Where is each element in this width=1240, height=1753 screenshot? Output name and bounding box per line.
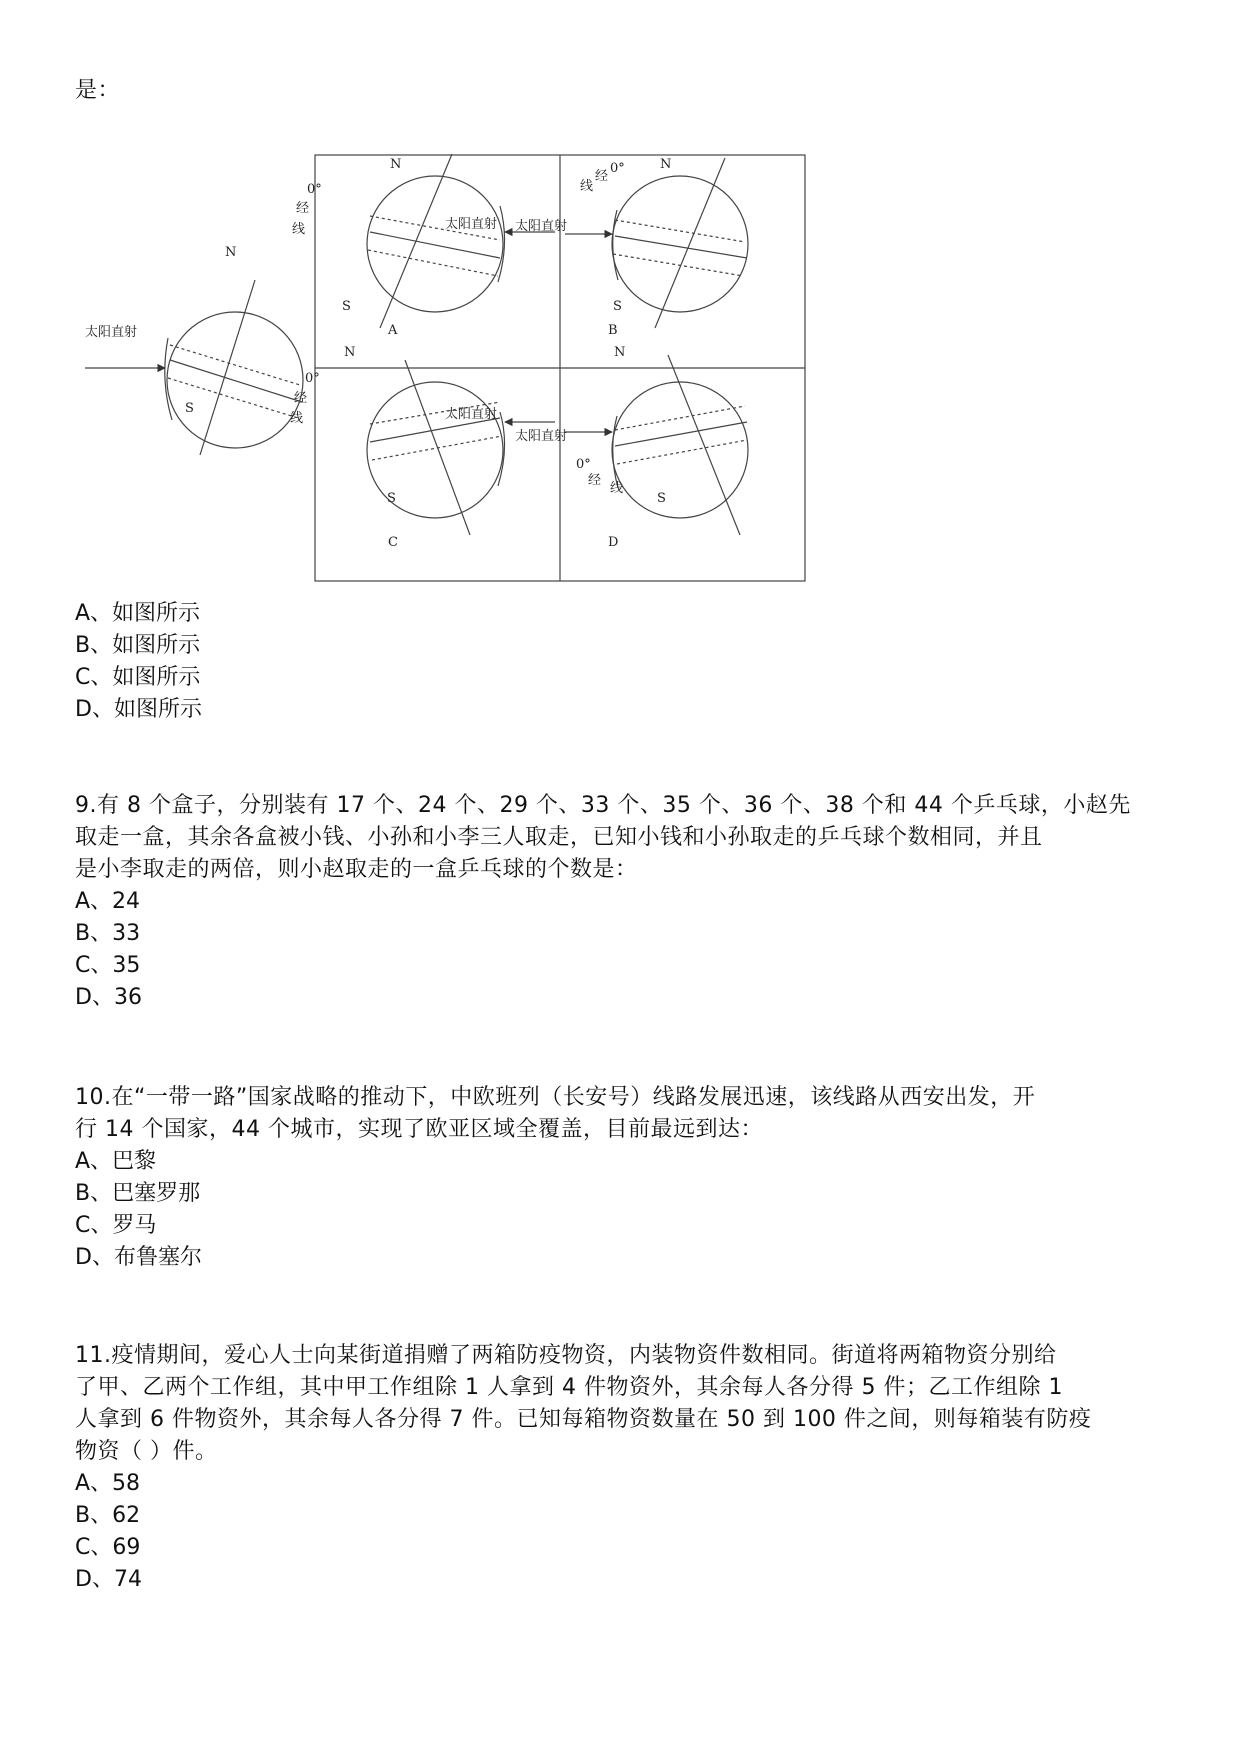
q11-option-a: A、58 — [75, 1471, 141, 1496]
c-jing: 经 — [294, 391, 308, 406]
c-xian: 线 — [290, 411, 304, 426]
q8-option-a: A、如图所示 — [75, 601, 201, 626]
a-north: N — [390, 157, 402, 172]
q10-option-d: D、布鲁塞尔 — [75, 1245, 202, 1270]
d-degree: 0° — [576, 457, 591, 472]
original-sun-label: 太阳直射 — [85, 325, 138, 340]
d-sun-label: 太阳直射 — [515, 429, 568, 444]
c-north: N — [344, 345, 356, 360]
q10-option-a: A、巴黎 — [75, 1149, 157, 1174]
q10-option-b: B、巴塞罗那 — [75, 1181, 201, 1206]
globe-a — [367, 154, 555, 328]
b-north: N — [660, 157, 672, 172]
a-sun-label: 太阳直射 — [445, 217, 498, 232]
c-sun-label: 太阳直射 — [445, 407, 498, 422]
q10-stem-line-2: 行 14 个国家，44 个城市，实现了欧亚区域全覆盖，目前最远到达： — [75, 1117, 763, 1142]
q8-stem-tail: 是： — [75, 78, 121, 103]
q9-stem-line-3: 是小李取走的两倍，则小赵取走的一盒乒乓球的个数是： — [75, 857, 638, 882]
c-degree: 0° — [305, 371, 320, 386]
q9-option-a: A、24 — [75, 889, 141, 914]
panel-d-label: D — [608, 535, 619, 550]
c-south: S — [387, 491, 396, 506]
original-globe — [85, 280, 303, 455]
q10-option-c: C、罗马 — [75, 1213, 157, 1238]
q11-option-d: D、74 — [75, 1567, 142, 1592]
b-degree: 0° — [610, 161, 625, 176]
globe-c — [367, 360, 555, 535]
a-jing: 经 — [296, 201, 310, 216]
b-xian: 线 — [580, 179, 594, 194]
a-degree: 0° — [307, 182, 322, 197]
d-north: N — [614, 345, 626, 360]
b-jing: 经 — [595, 169, 609, 184]
panel-c-label: C — [388, 535, 398, 550]
q9-option-c: C、35 — [75, 953, 141, 978]
d-jing: 经 — [588, 473, 602, 488]
b-south: S — [613, 299, 622, 314]
q9-option-b: B、33 — [75, 921, 141, 946]
panel-b-label: B — [608, 323, 618, 338]
q11-option-b: B、62 — [75, 1503, 141, 1528]
q11-stem-line-2: 了甲、乙两个工作组，其中甲工作组除 1 人拿到 4 件物资外，其余每人各分得 5 件；乙工作组除 1 — [75, 1375, 1063, 1400]
q11-stem-line-1: 11.疫情期间，爱心人士向某街道捐赠了两箱防疫物资，内装物资件数相同。街道将两箱物资分别给 — [75, 1343, 1057, 1368]
q9-stem-line-2: 取走一盒，其余各盒被小钱、小孙和小李三人取走，已知小钱和小孙取走的乒乓球个数相同，并且 — [75, 825, 1043, 850]
original-south: S — [185, 401, 194, 416]
q8-option-c: C、如图所示 — [75, 665, 201, 690]
d-south: S — [657, 491, 666, 506]
panel-a-label: A — [388, 323, 398, 338]
b-sun-label: 太阳直射 — [515, 219, 568, 234]
globe-d — [565, 355, 748, 535]
a-xian: 线 — [292, 222, 306, 237]
q11-stem-line-4: 物资（ ）件。 — [75, 1439, 218, 1464]
q8-option-b: B、如图所示 — [75, 633, 201, 658]
q11-stem-line-3: 人拿到 6 件物资外，其余每人各分得 7 件。已知每箱物资数量在 50 到 100 件之间，则每箱装有防疫 — [75, 1407, 1092, 1432]
q9-stem-line-1: 9.有 8 个盒子，分别装有 17 个、24 个、29 个、33 个、35 个、36 个、38 个和 44 个乒乓球，小赵先 — [75, 793, 1131, 818]
q11-option-c: C、69 — [75, 1535, 141, 1560]
q10-stem-line-1: 10.在“一带一路”国家战略的推动下，中欧班列（长安号）线路发展迅速，该线路从西安出发，开 — [75, 1085, 1036, 1110]
a-south: S — [342, 299, 351, 314]
q8-option-d: D、如图所示 — [75, 697, 202, 722]
q9-option-d: D、36 — [75, 985, 142, 1010]
original-north: N — [225, 245, 237, 260]
earth-illumination-figure — [80, 150, 810, 586]
d-xian: 线 — [610, 481, 624, 496]
